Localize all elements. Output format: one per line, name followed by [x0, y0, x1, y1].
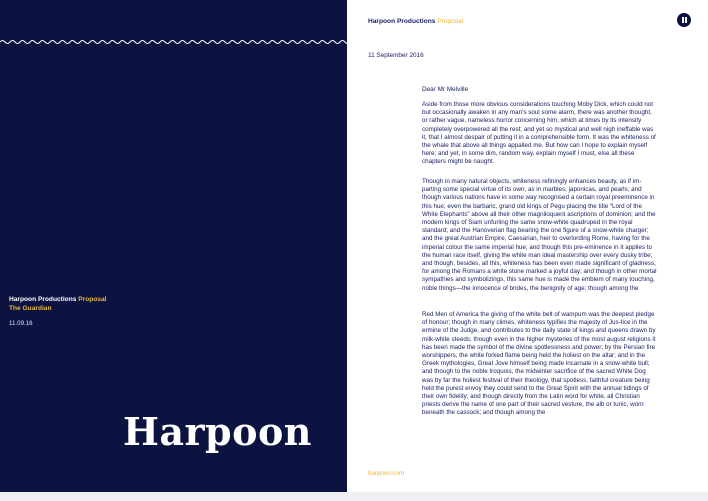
letter-brand: Harpoon Productions [368, 18, 436, 25]
harpoon-logo: Harpoon [123, 409, 312, 454]
pause-button[interactable] [677, 13, 691, 27]
cover-date: 11.09.16 [9, 320, 33, 327]
body-paragraph: Though in many natural objects, whiteness refiningly enhances beauty, as if im-parting some special virtue of its own, as in marbles, japonicas, and pearls; and though various nations have in some way recognised a certain royal preeminence in this hue; even the barbaric, grand old kings of Pegu placing the title “Lord of the White Elephants” above all their other magniloquent ascriptions of dominion; and the modern kings of Siam unfurling the same snow-white quadruped in the royal standard; and the Hanoverian flag bearing the one figure of a snow-white charger; and the great Austrian Empire, Caesarian, heir to overlording Rome, having for the imperial colour the same imperial hue; and though this pre-eminence in it applies to the human race itself, giving the white man ideal mastership over every dusky tribe; and though, besides, all this, whiteness has been even made significant of gladness, for among the Romans a white stone marked a joyful day; and though in other mortal sympathies and symbolizings, this same hue is made the emblem of many touching, noble things—the innocence of brides, the benignity of age; though among the [422, 178, 657, 292]
cover-accent: Proposal [78, 296, 107, 303]
cover-brand: Harpoon Productions [9, 296, 77, 303]
letter-header [368, 18, 463, 25]
cover-title [9, 295, 106, 304]
letter-accent: Proposal [437, 18, 464, 25]
body-paragraph: Aside from those more obvious considerations touching Moby Dick, which could not but occasionally awaken in any man’s soul some alarm, there was another thought, or rather vague, nameless horror concerning him, which at times by its intensity completely overpowered all the rest; and yet so mystical and well nigh ineffable was it, that I almost despair of putting it in a comprehensible form. It was the whiteness of the whale that above all things appalled me. But how can I hope to explain myself here; and yet, in some dim, random way, explain myself I must, else all these chapters might be naught. [422, 101, 656, 166]
salutation: Dear Mr Melville [422, 86, 469, 93]
letter-date: 11 September 2016 [368, 52, 424, 59]
cover-page [0, 0, 347, 492]
cover-subtitle: The Guardian [9, 305, 52, 312]
body-paragraph: Red Men of America the giving of the white belt of wampum was the deepest pledge of honour; though in many climes, whiteness typifies the majesty of Jus-tice in the ermine of the Judge, and contributes to the daily state of kings and queens drawn by milk-white steeds; though even in the higher mysteries of the most august religions it has been made the symbol of the divine spotlessness and power; by the Persian fire worshippers, the white forked flame being held the holiest on the altar; and in the Greek mythologies, Great Jove himself being made incarnate in a snow-white bull; and though to the noble Iroquois, the midwinter sacrifice of the sacred White Dog was by far the holiest festival of their theology, that spotless, faithful creature being held the purest envoy they could send to the Great Spirit with the annual tidings of their own fidelity; and though directly from the Latin word for white, all Christian priests derive the name of one part of their sacred vesture, the alb or tunic, worn beneath the cassock; and though among the [422, 311, 656, 417]
letter-page [347, 0, 708, 492]
footer-link[interactable]: harpoon.com [368, 470, 405, 477]
wave-divider [0, 38, 347, 46]
